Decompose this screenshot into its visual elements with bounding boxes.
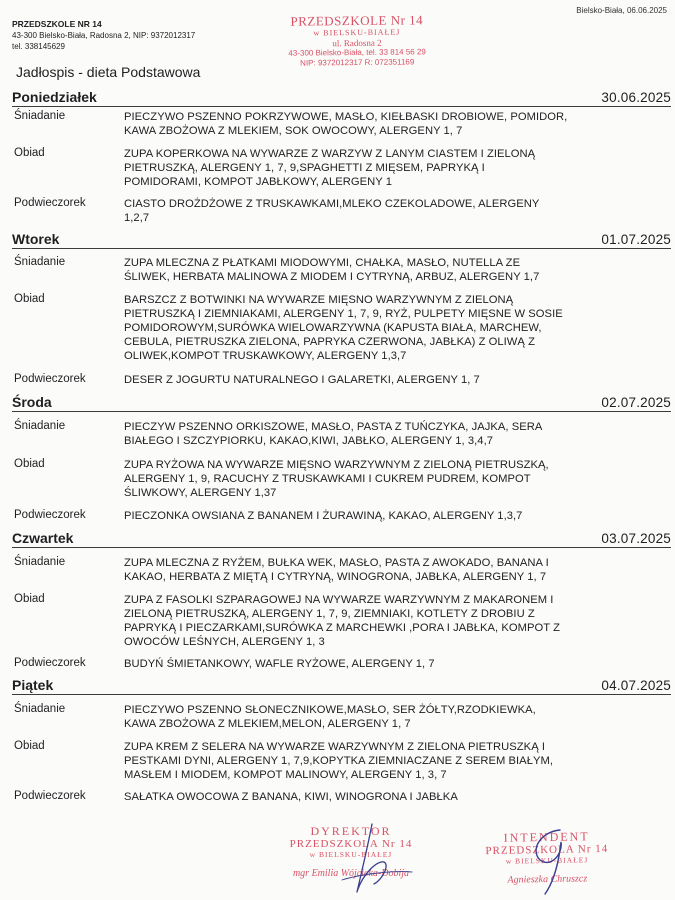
intendent-signature: [505, 820, 585, 898]
day-date: 04.07.2025: [601, 678, 671, 693]
meal-text: BUDYŃ ŚMIETANKOWY, WAFLE RYŻOWE, ALERGENY 1, 7: [124, 658, 435, 670]
meal-label: Podwieczorek: [14, 373, 86, 385]
meal-label: Obiad: [14, 593, 45, 605]
day-header-friday: [12, 677, 671, 695]
meal-label: Podwieczorek: [14, 197, 86, 209]
meal-label: Podwieczorek: [14, 790, 86, 802]
day-header-thursday: [12, 530, 671, 548]
stamp-signature-name: mgr Emilia Wójcicka-Dobija: [292, 868, 410, 879]
stamp-signature-name: Agnieszka Chruszcz: [507, 873, 588, 886]
meal-text: SAŁATKA OWOCOWA Z BANANA, KIWI, WINOGRONA I JABŁKA: [124, 791, 458, 803]
school-address: 43-300 Bielsko-Biała, Radosna 2, NIP: 9372012317: [12, 31, 196, 40]
director-signature: [312, 820, 422, 898]
meal-text: BARSZCZ Z BOTWINKI NA WYWARZE MIĘSNO WARZYWNYM Z ZIELONĄ PIETRUSZKĄ I ZIEMNIAKAMI, ALERGENY 1, 7, 9, RYŻ, PULPETY MIĘSNE W SOSIE POMIDOROWYM,SURÓWKA WIELOWARZYWNA (KAPUSTA BIAŁA, MARCHEW, CEBULA, PIETRUSZKA ZIELONA, PAPRYKA CZERWONA, JABŁKA) Z OLIWĄ Z OLIWEK,KOMPOT TRUSKAWKOWY, ALERGENY 1,3,7: [124, 294, 563, 362]
meal-text: ZUPA KOPERKOWA NA WYWARZE Z WARZYW Z LANYM CIASTEM I ZIELONĄ PIETRUSZKĄ, ALERGENY 1, 7, 9,SPAGHETTI Z MIĘSEM, PAPRYKĄ I POMIDORAMI, KOMPOT JABŁKOWY, ALERGENY 1: [124, 148, 536, 188]
meal-text: PIECZONKA OWSIANA Z BANANEM I ŻURAWINĄ, KAKAO, ALERGENY 1,3,7: [124, 510, 523, 522]
stamp-city: w BIELSKU-BIAŁEJ: [309, 850, 393, 859]
meal-text: ZUPA MLECZNA Z RYŻEM, BUŁKA WEK, MASŁO, PASTA Z AWOKADO, BANANA I KAKAO, HERBATA Z MIĘTĄ I CYTRYNĄ, WINOGRONA, JABŁKA, ALERGENY 1, 7: [124, 557, 549, 583]
day-date: 03.07.2025: [601, 531, 671, 546]
school-stamp: [272, 13, 443, 69]
day-name: Wtorek: [12, 231, 60, 247]
stamp-line-2: w BIELSKU-BIAŁEJ: [313, 27, 401, 38]
stamp-city: w BIELSKU-BIAŁEJ: [505, 855, 589, 866]
stamp-school: PRZEDSZKOLA Nr 14: [289, 838, 413, 850]
document-title: Jadłospis - dieta Podstawowa: [16, 64, 201, 80]
stamp-line-1: PRZEDSZKOLE Nr 14: [290, 12, 424, 29]
meal-text: PIECZYW PSZENNO ORKISZOWE, MASŁO, PASTA Z TUŃCZYKA, JAJKA, SERA BIAŁEGO I SZCZYPIORKU, KAKAO,KIWI, JABŁKO, ALERGENY 1, 3,4,7: [124, 421, 543, 447]
school-header: [12, 19, 195, 52]
day-date: 02.07.2025: [601, 395, 671, 410]
meal-text: ZUPA Z FASOLKI SZPARAGOWEJ NA WYWARZE WARZYWNYM Z MAKARONEM I ZIELONĄ PIETRUSZKĄ, ALERGENY 1, 7, 9, ZIEMNIAKI, KOTLETY Z DROBIU Z PAPRYKĄ I PIECZARKAMI,SURÓWKA Z MARCHEWKI ,PORA I JABŁKA, KOMPOT Z OWOCÓW LEŚNYCH, ALERGENY 1, 3: [124, 594, 560, 648]
day-date: 30.06.2025: [601, 90, 671, 105]
meal-text: ZUPA KREM Z SELERA NA WYWARZE WARZYWNYM Z ZIELONA PIETRUSZKĄ I PESTKAMI DYNI, ALERGENY 1, 7,9,KOPYTKA ZIEMNIACZANE Z SEREM BIAŁYM, MASŁEM I MIODEM, KOMPOT MALINOWY, ALERGENY 1, 3, 7: [124, 741, 554, 781]
day-header-monday: [12, 89, 671, 107]
meal-label: Podwieczorek: [14, 657, 86, 669]
school-name: PRZEDSZKOLE NR 14: [12, 19, 102, 29]
school-phone: tel. 338145629: [12, 42, 65, 51]
stamp-line-4: 43-300 Bielsko-Biała, tel. 33 814 56 29: [288, 47, 426, 58]
stamp-school: PRZEDSZKOLA Nr 14: [485, 842, 609, 858]
day-name: Czwartek: [12, 530, 74, 546]
meal-label: Obiad: [14, 458, 45, 470]
meal-text: PIECZYWO PSZENNO POKRZYWOWE, MASŁO, KIEŁBASKI DROBIOWE, POMIDOR, KAWA ZBOŻOWA Z MLEKIEM, SOK OWOCOWY, ALERGENY 1, 7: [124, 111, 568, 137]
day-date: 01.07.2025: [601, 232, 671, 247]
place-date: Bielsko-Biała, 06.06.2025: [576, 6, 667, 15]
meal-label: Śniadanie: [14, 556, 66, 568]
day-header-tuesday: [12, 231, 671, 249]
meal-text: DESER Z JOGURTU NATURALNEGO I GALARETKI, ALERGENY 1, 7: [124, 374, 480, 386]
day-name: Piątek: [12, 677, 54, 693]
stamp-role: INTENDENT: [503, 829, 590, 845]
meal-label: Śniadanie: [14, 420, 66, 432]
meal-label: Obiad: [14, 740, 45, 752]
meal-label: Obiad: [14, 293, 45, 305]
meal-label: Śniadanie: [14, 256, 66, 268]
stamp-line-5: NIP: 9372012317 R: 072351169: [300, 57, 415, 68]
stamp-role: DYREKTOR: [310, 824, 392, 838]
meal-text: CIASTO DROŻDŻOWE Z TRUSKAWKAMI,MLEKO CZEKOLADOWE, ALERGENY 1,2,7: [124, 198, 540, 224]
day-name: Poniedziałek: [12, 89, 97, 105]
meal-label: Śniadanie: [14, 703, 66, 715]
meal-label: Obiad: [14, 147, 45, 159]
meal-label: Śniadanie: [14, 110, 66, 122]
meal-text: ZUPA RYŻOWA NA WYWARZE MIĘSNO WARZYWNYM Z ZIELONĄ PIETRUSZKĄ, ALERGENY 1, 9, RACUCHY Z TRUSKAWKAMI I CUKREM PUDREM, KOMPOT ŚLIWKOWY, ALERGENY 1,37: [124, 459, 549, 499]
day-name: Środa: [12, 394, 52, 410]
stamp-line-3: ul. Radosna 2: [332, 37, 382, 49]
meal-label: Podwieczorek: [14, 509, 86, 521]
meal-text: ZUPA MLECZNA Z PŁATKAMI MIODOWYMI, CHAŁKA, MASŁO, NUTELLA ZE ŚLIWEK, HERBATA MALINOWA Z MIODEM I CYTRYNĄ, ARBUZ, ALERGENY 1,7: [124, 257, 540, 283]
meal-text: PIECZYWO PSZENNO SŁONECZNIKOWE,MASŁO, SER ŻÓŁTY,RZODKIEWKA, KAWA ZBOŻOWA Z MLEKIEM,MELON, ALERGENY 1, 7: [124, 704, 536, 730]
day-header-wednesday: [12, 394, 671, 412]
